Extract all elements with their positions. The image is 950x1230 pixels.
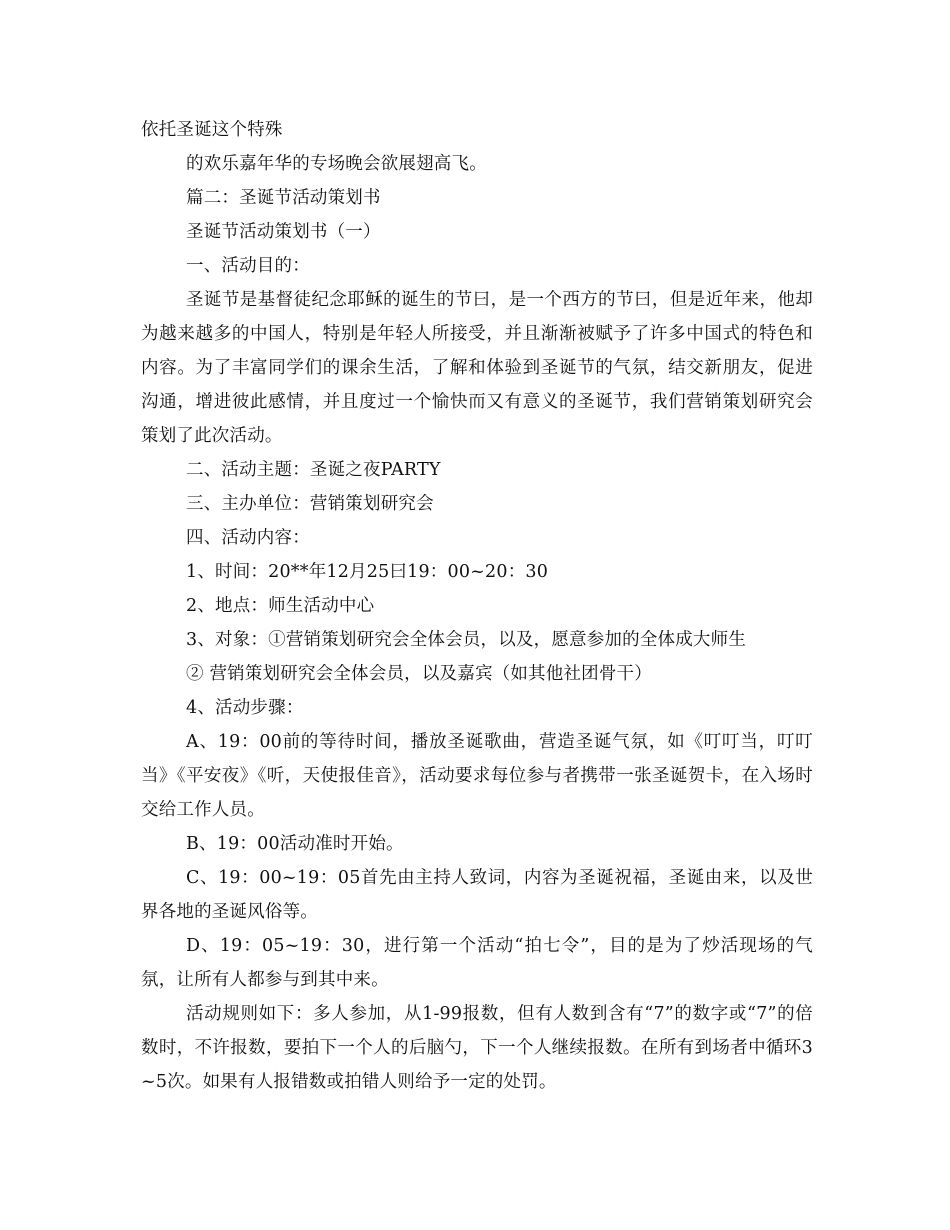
section-heading: 二、活动主题：圣诞之夜PARTY (186, 460, 441, 480)
step-paragraph: C、19：00~19：05首先由主持人致词，内容为圣诞祝福，圣诞由来，以及世界各地的圣诞风俗等。 (141, 868, 813, 922)
section-heading: 篇二：圣诞节活动策划书 (186, 188, 381, 208)
document-title: 圣诞节活动策划书（一） (186, 222, 381, 242)
paragraph: 圣诞节是基督徒纪念耶稣的诞生的节曰，是一个西方的节曰，但是近年来，他却为越来越多的中国人，特别是年轻人所接受，并且渐渐被赋予了许多中国式的特色和内容。为了丰富同学们的课余生活，了解和体验到圣诞节的气氛，结交新朋友，促进沟通，增进彼此感情，并且度过一个愉快而又有意义的圣诞节，我们营销策划研究会策划了此次活动。 (141, 290, 813, 446)
section-heading: 四、活动内容： (186, 528, 310, 548)
paragraph: 依托圣诞这个特殊 (141, 120, 283, 140)
list-item: 4、活动步骤： (186, 698, 304, 718)
step-paragraph: D、19：05~19：30，进行第一个活动“拍七令”，目的是为了炒活现场的气氛，让所有人都参与到其中来。 (141, 936, 813, 990)
paragraph: 的欢乐嘉年华的专场晚会欲展翅高飞。 (186, 154, 487, 174)
list-item: ② 营销策划研究会全体会员，以及嘉宾（如其他社团骨干） (186, 664, 652, 684)
document-body (141, 113, 813, 1099)
section-heading: 三、主办单位：营销策划研究会 (186, 494, 434, 514)
step-paragraph: B、19：00活动准时开始。 (186, 834, 404, 854)
list-item: 3、对象：①营销策划研究会全体会员，以及，愿意参加的全体成大师生 (186, 630, 747, 650)
section-heading: 一、活动目的： (186, 256, 310, 276)
step-paragraph: A、19：00前的等待时间，播放圣诞歌曲，营造圣诞气氛，如《叮叮当，叮叮当》《平安夜》《听，天使报佳音》，活动要求每位参与者携带一张圣诞贺卡，在入场时交给工作人员。 (141, 732, 813, 820)
list-item: 1、时间：20**年12月25曰19：00~20：30 (186, 562, 549, 582)
rules-paragraph: 活动规则如下：多人参加，从1-99报数，但有人数到含有“7”的数字或“7”的倍数时，不许报数，要拍下一个人的后脑勺，下一个人继续报数。在所有到场者中循环3~5次。如果有人报错数或拍错人则给予一定的处罚。 (141, 1004, 813, 1092)
list-item: 2、地点：师生活动中心 (186, 596, 375, 616)
